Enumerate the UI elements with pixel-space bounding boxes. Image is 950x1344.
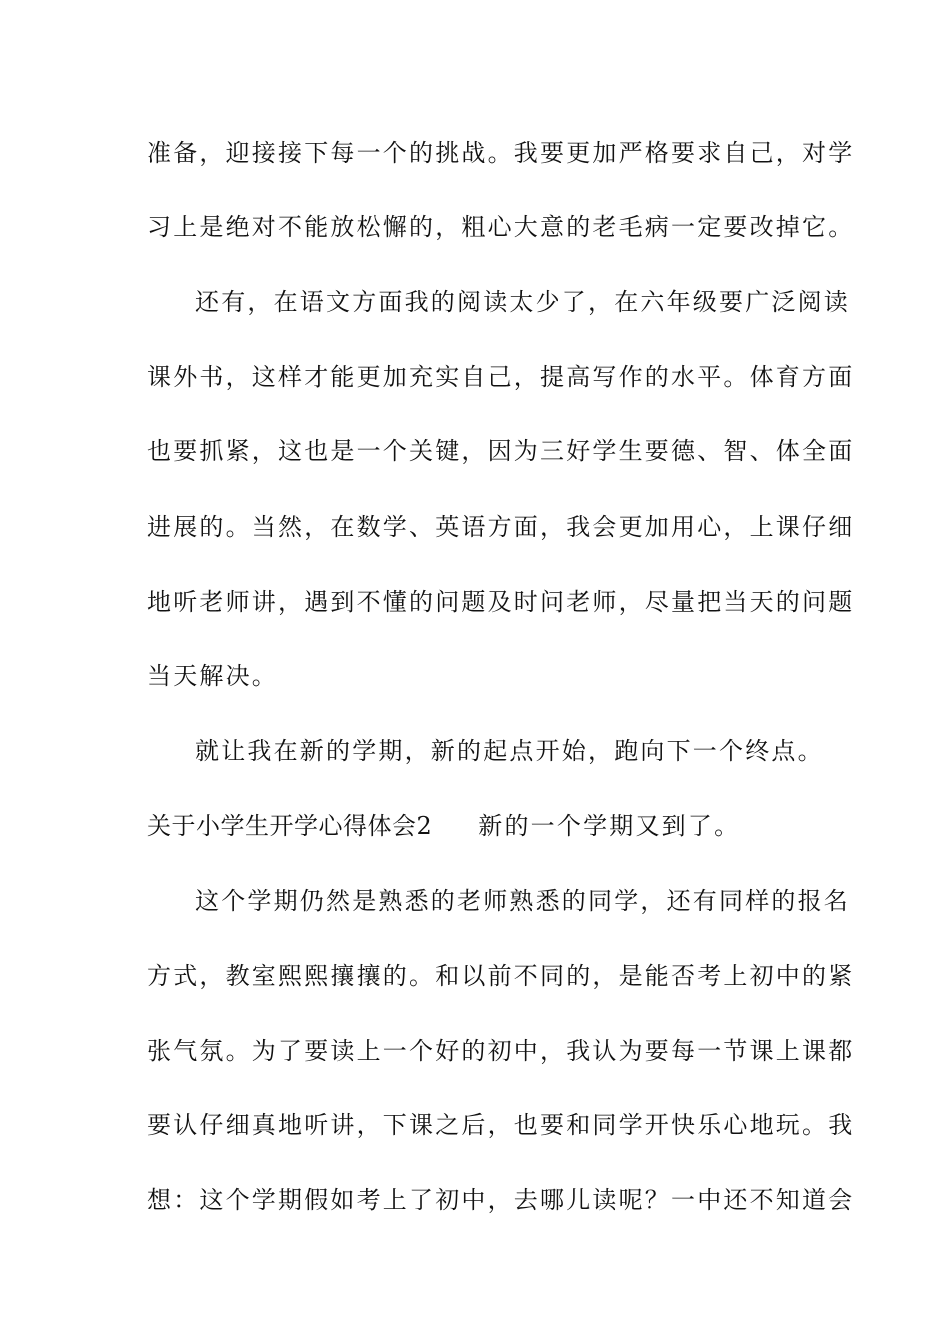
paragraph-first-line: 就让我在新的学期，新的起点开始，跑向下一个终点。	[195, 737, 824, 765]
text-line: 想：这个学期假如考上了初中，去哪儿读呢？一中还不知道会	[147, 1186, 855, 1214]
text-line: 方式，教室熙熙攘攘的。和以前不同的，是能否考上初中的紧	[147, 962, 855, 990]
text-line: 准备，迎接接下每一个的挑战。我要更加严格要求自己，对学	[147, 139, 855, 167]
text-line: 当天解决。	[147, 662, 278, 690]
text-line: 习上是绝对不能放松懈的，粗心大意的老毛病一定要改掉它。	[147, 213, 855, 241]
section-heading-line	[147, 810, 807, 842]
text-line: 进展的。当然，在数学、英语方面，我会更加用心，上课仔细	[147, 513, 855, 541]
text-line: 地听老师讲，遇到不懂的问题及时问老师，尽量把当天的问题	[147, 588, 855, 616]
section-opening-text: 新的一个学期又到了。	[478, 812, 741, 840]
paragraph-first-line: 还有，在语文方面我的阅读太少了，在六年级要广泛阅读	[195, 288, 850, 316]
paragraph-first-line: 这个学期仍然是熟悉的老师熟悉的同学，还有同样的报名	[195, 887, 850, 915]
section-title: 关于小学生开学心得体会2	[147, 812, 433, 840]
text-line: 也要抓紧，这也是一个关键，因为三好学生要德、智、体全面	[147, 437, 855, 465]
text-line: 张气氛。为了要读上一个好的初中，我认为要每一节课上课都	[147, 1037, 855, 1065]
text-line: 要认仔细真地听讲，下课之后，也要和同学开快乐心地玩。我	[147, 1111, 855, 1139]
text-line: 课外书，这样才能更加充实自己，提高写作的水平。体育方面	[147, 363, 855, 391]
